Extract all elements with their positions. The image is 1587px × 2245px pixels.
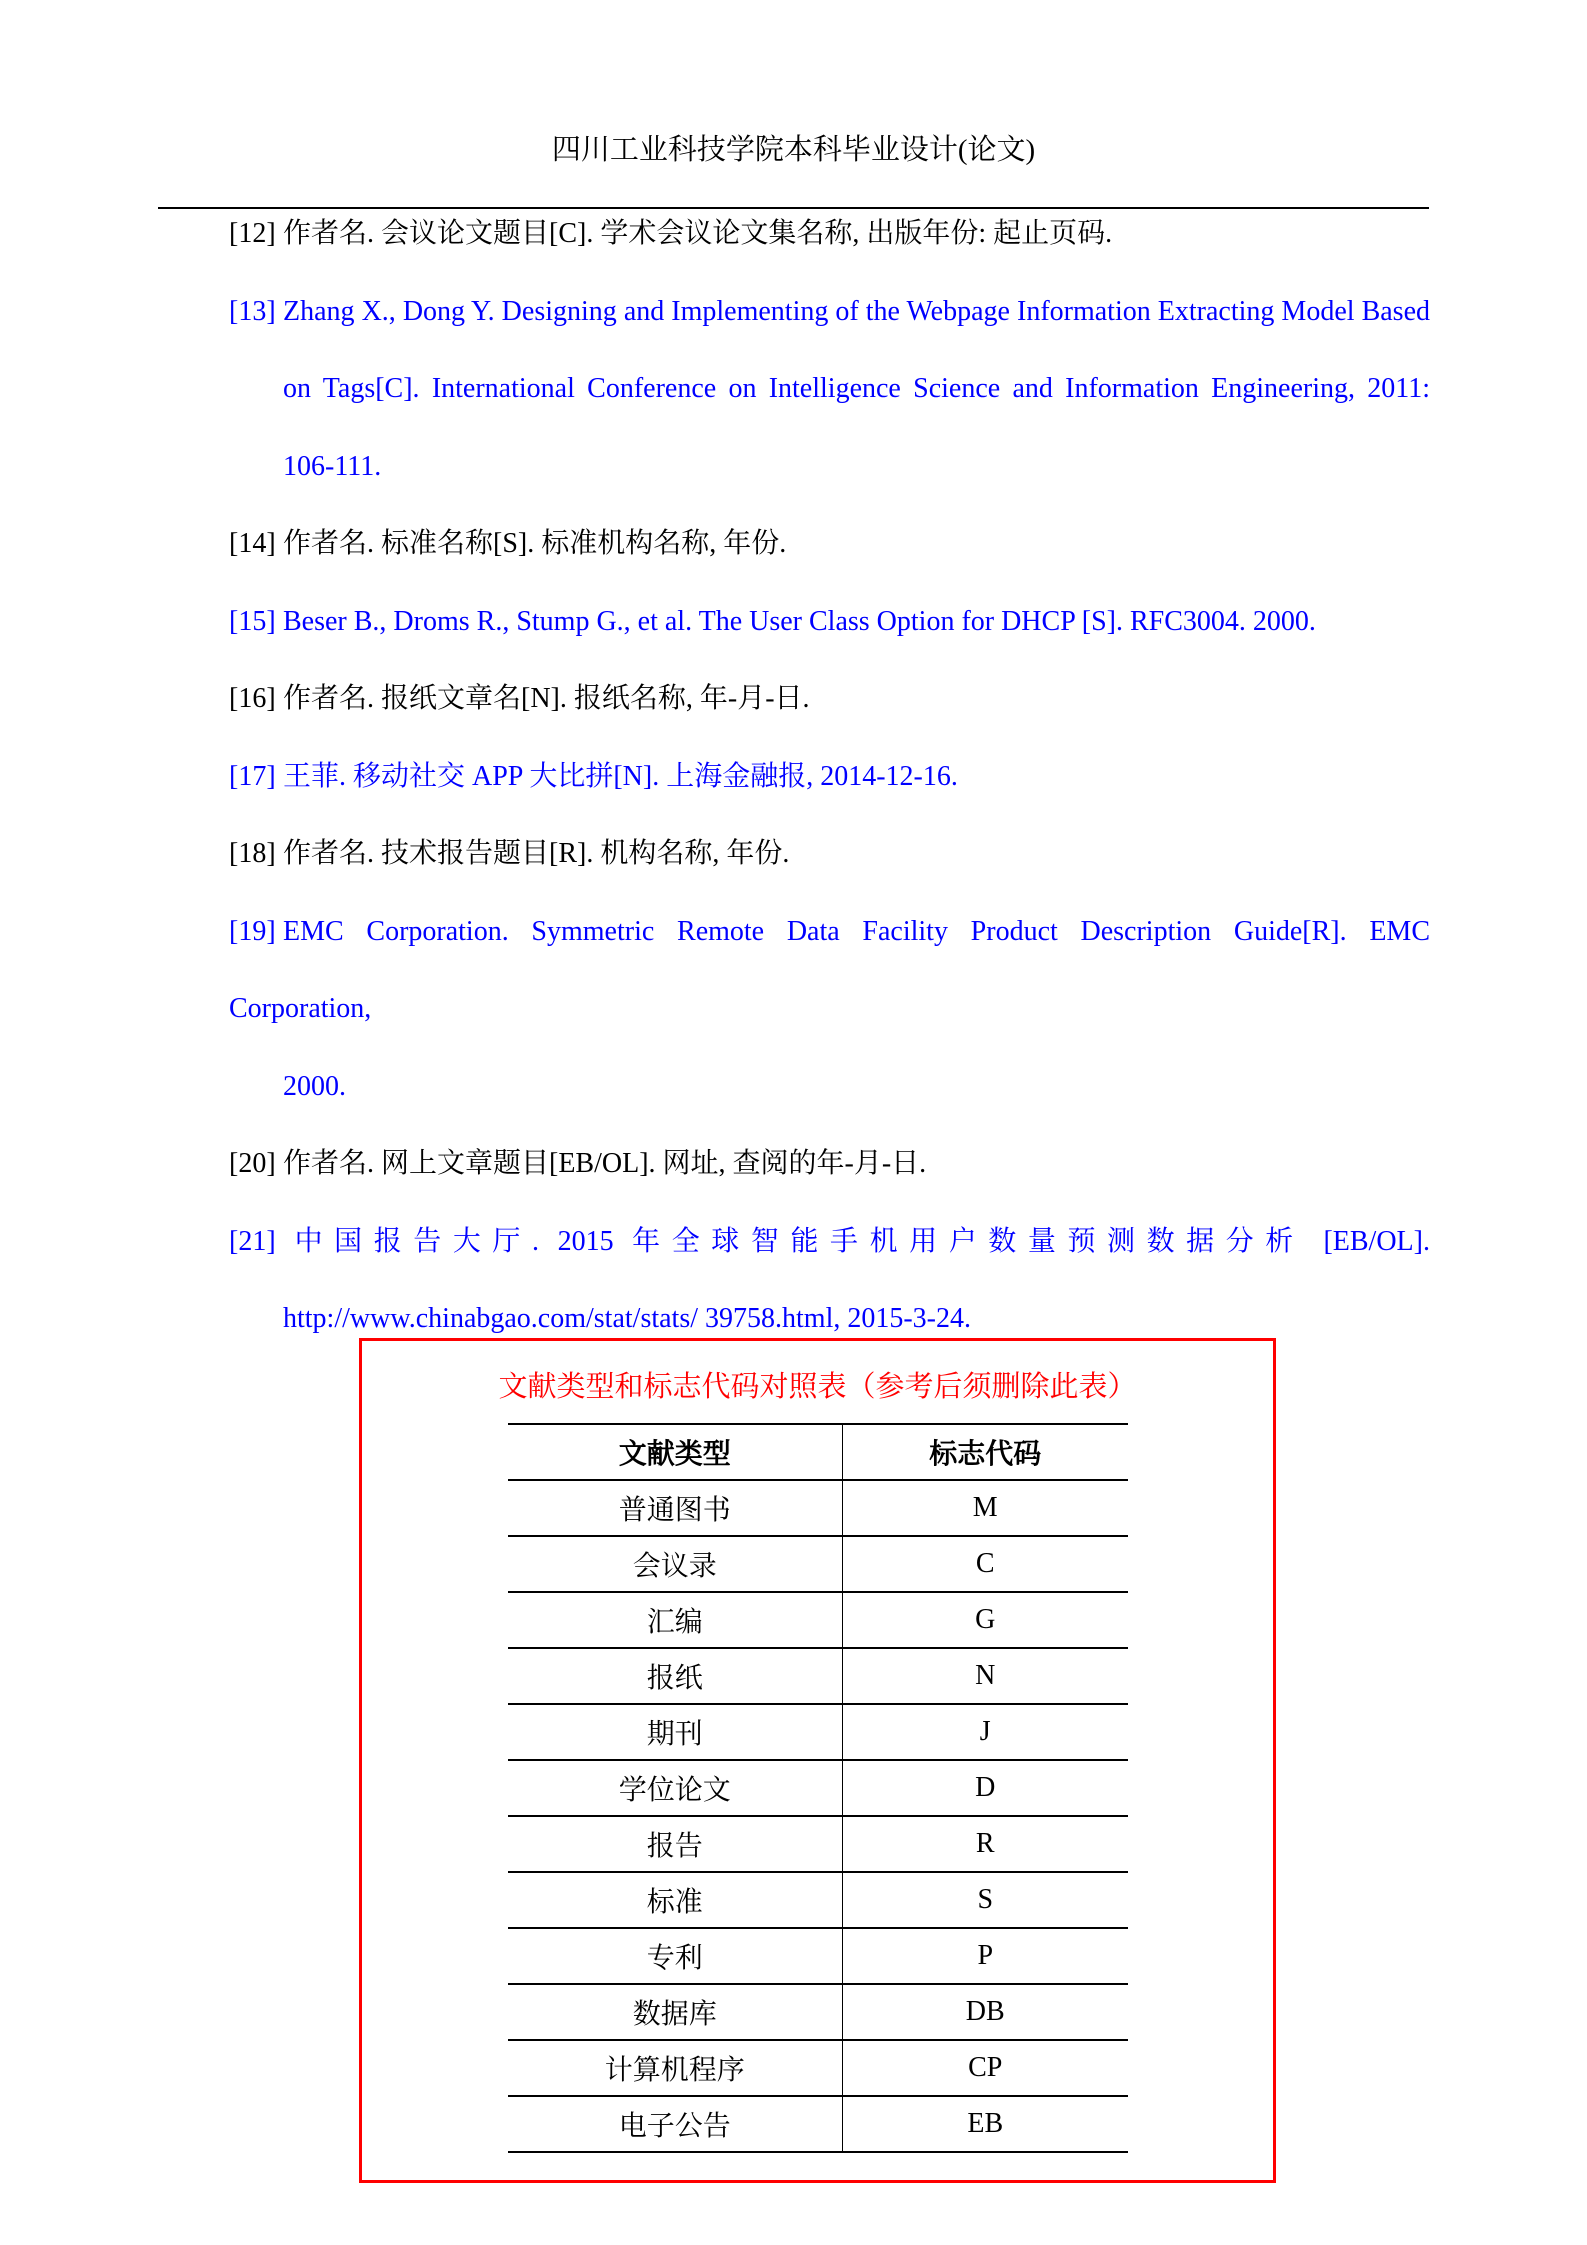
code-cell: G: [975, 1604, 996, 1635]
doc-type-cell: 普通图书: [508, 1480, 843, 1536]
reference-label: [15]: [229, 605, 276, 637]
table-row: [508, 2040, 1128, 2096]
reference-line: [229, 738, 1430, 816]
reference-text: Beser B., Droms R., Stump G., et al. The User Class Option for DHCP [S]. RFC3004. 2000.: [283, 605, 1316, 637]
reference-line: 106-111.: [283, 450, 382, 482]
reference-label: [17]: [229, 760, 276, 792]
reference-line: [229, 660, 1430, 738]
table-row: [508, 1984, 1128, 2040]
table-row: [508, 1704, 1128, 1760]
doc-type-cell: 会议录: [508, 1536, 843, 1592]
code-cell: C: [975, 1548, 995, 1579]
reference-line: [229, 1125, 1430, 1203]
table-row: [508, 1592, 1128, 1648]
reference-text: 作者名. 报纸文章名[N]. 报纸名称, 年-月-日.: [283, 683, 810, 714]
reference-item: [229, 893, 1430, 1126]
reference-item: [229, 1125, 1430, 1203]
code-table-header-code: 标志代码: [929, 1439, 1042, 1470]
reference-label: [12]: [229, 218, 276, 249]
reference-label: [14]: [229, 528, 276, 559]
reference-label: [16]: [229, 683, 276, 714]
reference-item: [229, 815, 1430, 893]
reference-label: [13]: [229, 295, 276, 327]
table-row: [508, 1536, 1128, 1592]
reference-line: [229, 505, 1430, 583]
code-cell: DB: [965, 1996, 1005, 2027]
code-cell: D: [975, 1772, 996, 1803]
reference-text: Zhang X., Dong Y. Designing and Implementing of the Webpage Information Extracting Model Based: [283, 295, 1430, 327]
code-cell: EB: [967, 2108, 1004, 2139]
doc-type-cell: 标准: [508, 1872, 843, 1928]
reference-item: [229, 505, 1430, 583]
code-cell: R: [975, 1828, 995, 1859]
doc-type-cell: 报纸: [508, 1648, 843, 1704]
reference-item: [229, 738, 1430, 816]
doc-type-cell: 电子公告: [508, 2096, 843, 2152]
doc-type-cell: 汇编: [508, 1592, 843, 1648]
code-table-header-type: 文献类型: [508, 1424, 843, 1480]
table-row: [508, 1872, 1128, 1928]
code-cell: S: [977, 1884, 994, 1915]
delete-note-box: [359, 1338, 1276, 2183]
doc-type-cell: 数据库: [508, 1984, 843, 2040]
reference-line: [229, 893, 1430, 1048]
code-table: [508, 1423, 1128, 2153]
reference-line: 2000.: [283, 1070, 346, 1102]
code-table-title: 文献类型和标志代码对照表（参考后须删除此表）: [498, 1371, 1137, 1403]
doc-type-cell: 期刊: [508, 1704, 843, 1760]
reference-text: 作者名. 技术报告题目[R]. 机构名称, 年份.: [283, 838, 790, 869]
code-cell: J: [979, 1716, 991, 1747]
reference-label: [19]: [229, 915, 276, 947]
code-cell: P: [977, 1940, 994, 1971]
reference-item: [229, 1203, 1430, 1358]
references-list: [229, 195, 1430, 1358]
table-row: [508, 1760, 1128, 1816]
page-title: 四川工业科技学院本科毕业设计(论文): [551, 134, 1036, 166]
reference-text: EMC Corporation. Symmetric Remote Data Facility Product Description Guide[R]. EMC Corporation,: [229, 915, 1430, 1024]
table-row: [508, 1648, 1128, 1704]
reference-label: [21]: [229, 1225, 276, 1257]
reference-label: [20]: [229, 1148, 276, 1179]
reference-line: http://www.chinabgao.com/stat/stats/ 39758.html, 2015-3-24.: [283, 1303, 971, 1334]
doc-type-cell: 报告: [508, 1816, 843, 1872]
table-row: [508, 2096, 1128, 2152]
doc-type-cell: 学位论文: [508, 1760, 843, 1816]
reference-line: [229, 1203, 1430, 1281]
doc-type-cell: 计算机程序: [508, 2040, 843, 2096]
reference-line: [229, 195, 1430, 273]
reference-item: [229, 583, 1430, 661]
code-cell: M: [972, 1492, 998, 1523]
reference-line: on Tags[C]. International Conference on Intelligence Science and Information Engineering, 2011:: [283, 373, 1430, 404]
reference-item: [229, 195, 1430, 273]
reference-label: [18]: [229, 838, 276, 869]
reference-text: 王菲. 移动社交 APP 大比拼[N]. 上海金融报, 2014-12-16.: [283, 760, 958, 792]
table-row: [508, 1480, 1128, 1536]
reference-text: 作者名. 网上文章题目[EB/OL]. 网址, 查阅的年-月-日.: [283, 1148, 927, 1179]
code-table-body: [508, 1480, 1128, 2152]
code-cell: CP: [968, 2052, 1003, 2083]
code-table-header-row: [508, 1424, 1128, 1480]
doc-type-cell: 专利: [508, 1928, 843, 1984]
reference-line: [229, 273, 1430, 351]
reference-text: 作者名. 会议论文题目[C]. 学术会议论文集名称, 出版年份: 起止页码.: [283, 218, 1113, 249]
reference-text: 作者名. 标准名称[S]. 标准机构名称, 年份.: [283, 528, 787, 559]
table-row: [508, 1928, 1128, 1984]
reference-item: [229, 660, 1430, 738]
reference-item: [229, 273, 1430, 506]
reference-text: 中国报告大厅. 2015 年全球智能手机用户数量预测数据分析 [EB/OL].: [283, 1225, 1430, 1257]
reference-line: [229, 815, 1430, 893]
table-row: [508, 1816, 1128, 1872]
reference-line: [229, 583, 1430, 661]
code-cell: N: [975, 1660, 996, 1691]
